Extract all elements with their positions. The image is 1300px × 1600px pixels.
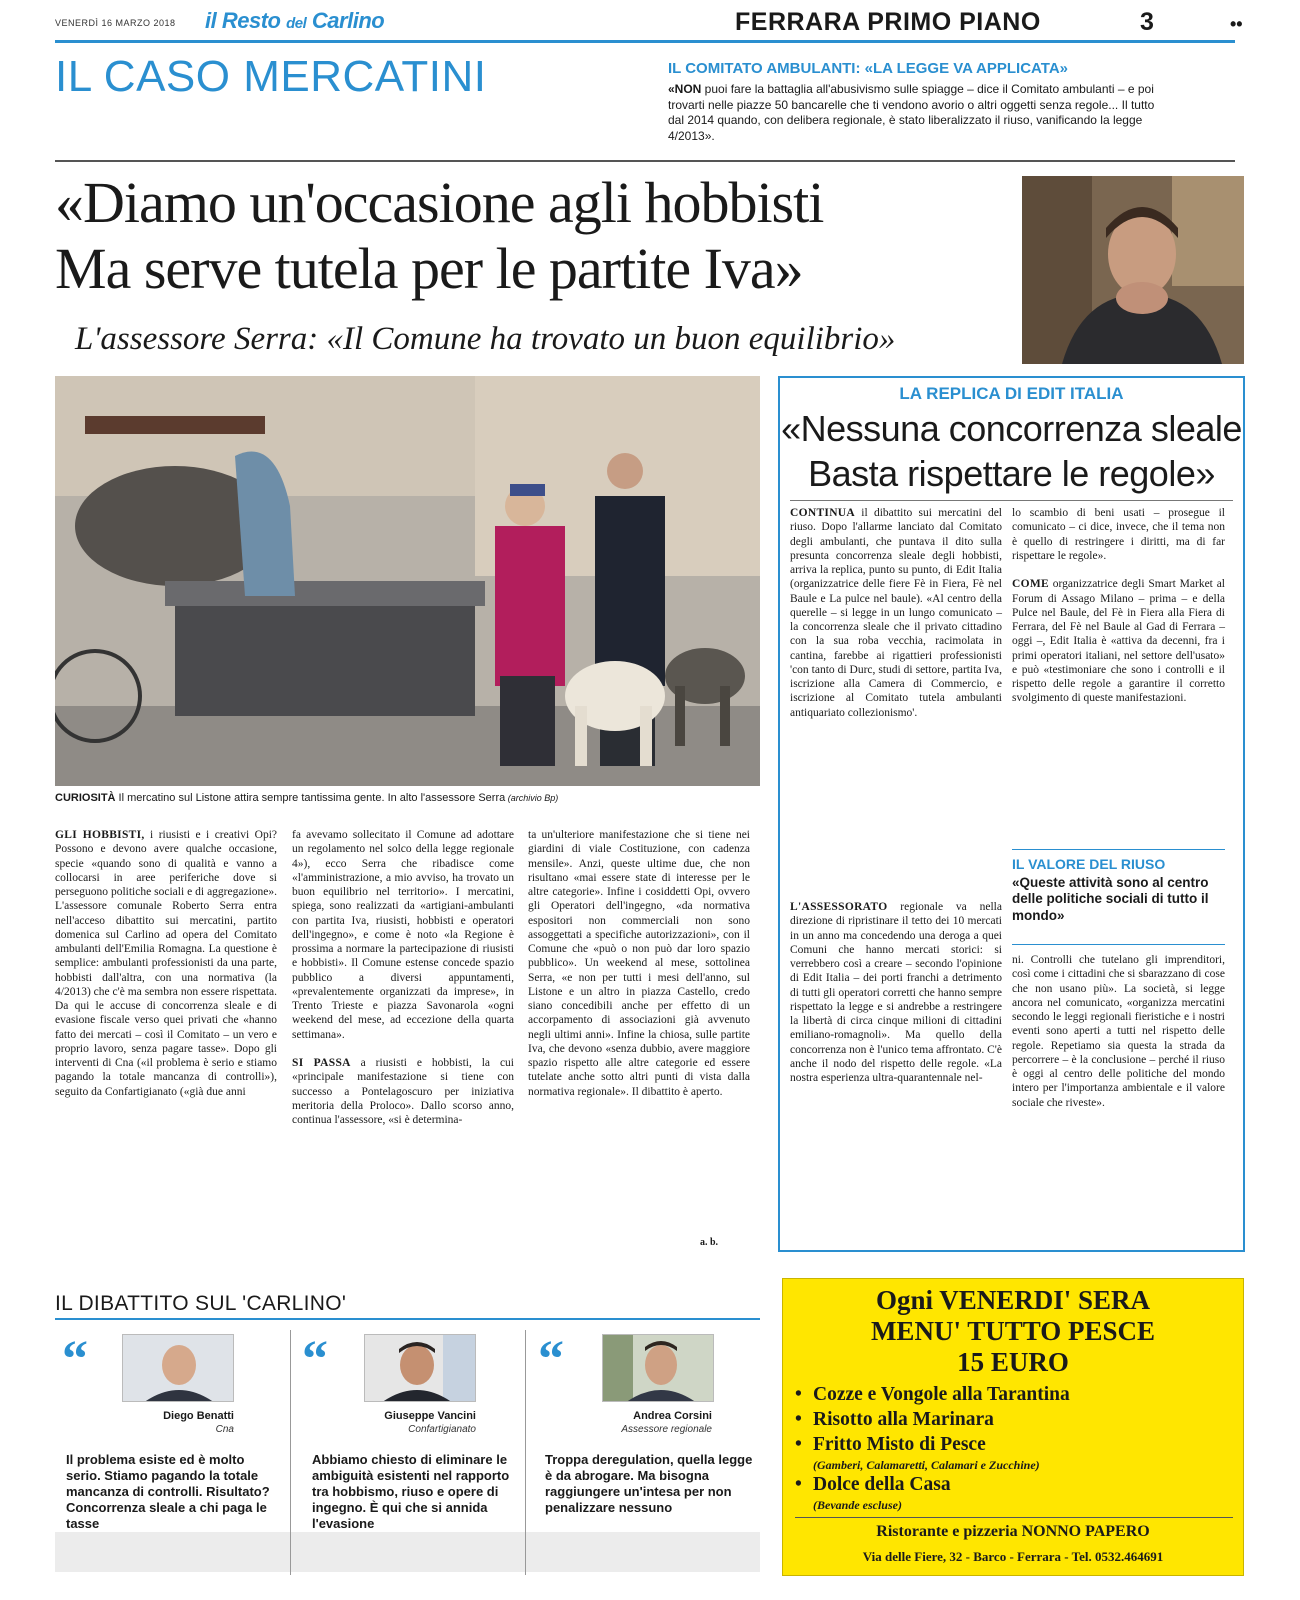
reply-heading: LA REPLICA DI EDIT ITALIA: [899, 384, 1124, 403]
person-quote: Troppa deregulation, quella legge è da abrogare. Ma bisogna raggiungere un'intesa per non penalizzare nessuno: [545, 1452, 753, 1516]
debate-separator: [290, 1330, 291, 1575]
menu-item-note: (Bevande escluse): [813, 1497, 902, 1512]
inset-quote: «Queste attività sono al centro delle politiche sociali di tutto il mondo»: [1012, 875, 1209, 923]
headline: [55, 170, 1005, 301]
bullet-icon: •: [795, 1473, 802, 1495]
reply-c2-lead: COME: [1012, 578, 1049, 591]
ad-restaurant-name: Ristorante e pizzeria NONNO PAPERO: [876, 1523, 1150, 1540]
sidebar-text: [668, 82, 1173, 144]
person-role: Assessore regionale: [621, 1424, 712, 1435]
caption-lead: CURIOSITÀ: [55, 792, 116, 804]
quote-mark-icon: “: [302, 1331, 328, 1388]
caption-text: Il mercatino sul Listone attira sempre tantissima gente. In alto l'assessore Serra: [115, 792, 506, 804]
menu-item: [795, 1383, 1235, 1408]
header-divider: [55, 160, 1235, 162]
section-title: FERRARA PRIMO PIANO: [735, 8, 1041, 36]
reply-title: [780, 406, 1243, 496]
reply-column-2c: ni. Controlli che tutelano gli imprenditori, così come i cittadini che si sbarazzano di cose che non usano più». La società, si legge ancora nel comunicato, «organizza mercatini secondo le leggi regionali fieristiche e i nostri eventi sono aperti a tutti nel rispetto delle regole. Repetiamo sia questa la strada da percorrere – è la conclusione – perché il riuso è oggi al centro delle politiche del mondo intero per l'importanza ambientale e il valore sociale che riveste».: [1012, 954, 1225, 1109]
menu-item-label: Dolce della Casa: [813, 1473, 951, 1495]
reply-column-1b: [790, 900, 1002, 1085]
market-photo: [55, 376, 760, 786]
menu-item: [795, 1408, 1235, 1433]
logo-small: del: [286, 15, 307, 32]
column-3-text: ta un'ulteriore manifestazione che si tiene nei giardini di viale Costituzione, con cadenza mensile». Anzi, queste ultime due, che non risultano «mai essere state di interesse per le altre categorie». Infine i cosiddetti Opi, ovvero gli Operatori dell'ingegno, «da normativa espositori non commerciali non sono assoggettati a specifiche autorizzazioni», con il Comune che «può o non può dar loro spazio pubblico». Un weekend al mese, sottolinea Serra, «e non per tutti i mesi dell'anno, sul Listone e un altro in piazza Castello, credo siano concedibili anche per effetto di un accorpamento di associazioni già avvenuto negli ultimi anni». Infine la chiosa, sulle partite Iva, che devono «senza dubbio, avere maggiore spazio rispetto alle altre categorie ed essere tutelate anche sotto altri punti di vista dalla normativa regionale». Il dibattito è aperto.: [528, 829, 750, 1098]
menu-item-label: Risotto alla Marinara: [813, 1408, 994, 1430]
bullet-icon: •: [795, 1433, 802, 1455]
masthead-rule: [55, 40, 1235, 43]
bullet-icon: •: [795, 1408, 802, 1430]
column-1-lead: GLI HOBBISTI,: [55, 829, 145, 841]
person-name: Diego Benatti: [163, 1410, 234, 1422]
menu-item: [795, 1473, 1235, 1513]
article-column-1: [55, 828, 277, 1099]
ad-address: Via delle Fiere, 32 - Barco - Ferrara - Tel. 0532.464691: [862, 1549, 1164, 1564]
reply-column-1: [790, 506, 1002, 720]
ad-title-line-1: Ogni VENERDI' SERA: [875, 1285, 1151, 1315]
debate-separator: [525, 1330, 526, 1575]
reply-c2-text: lo scambio di beni usati – prosegue il comunicato – ci dice, invece, che il tema non è quello di restringere i diritti, ma di far rispettare le regole».: [1012, 507, 1225, 562]
ad-title-line-3: 15 EURO: [957, 1347, 1069, 1378]
bullet-icon: •: [795, 1384, 802, 1405]
person-role: Cna: [215, 1424, 234, 1435]
sidebar-lead: «NON: [668, 82, 702, 96]
masthead: [55, 8, 1243, 38]
reply-title-line-1: «Nessuna concorrenza sleale: [781, 408, 1242, 449]
caption-credit: (archivio Bp): [505, 793, 559, 803]
menu-item: [795, 1433, 1235, 1473]
inset-rule-bottom: [1012, 944, 1225, 945]
reply-box: [778, 376, 1245, 1252]
avatar: [602, 1334, 714, 1402]
menu-item-label: Fritto Misto di Pesce: [813, 1433, 986, 1455]
person-name: Giuseppe Vancini: [384, 1410, 476, 1422]
debate-band: [55, 1532, 760, 1572]
article-column-2: [292, 828, 514, 1127]
reply-c1-lead: CONTINUA: [790, 507, 856, 519]
reply-c1b-text: regionale va nella direzione di ripristinare il tetto dei 10 mercati in un anno ma concedendo una deroga a quei Comuni che hanno mercati storici: si verrebbero così a creare – secondo l'opinione di Edit Italia – dei porti franchi a detrimento di tutti gli operatori corretti che hanno sempre rispettato la legge e si andrebbe a restringere la libertà di circa cinque milioni di cittadini emiliano-romagnoli». Ma quello della concorrenza non è l'unico tema affrontato. C'è anche il nodo del rispetto delle regole. «La nostra esperienza ultra-quarantennale nel-: [790, 901, 1002, 1084]
column-1-text: i riusisti e i creativi Opi? Possono e devono avere qualche occasione, specie «quando sono di qualità e vanno a collocarsi in aree periferiche dove si perseguono politiche sociali e di aggregazione». L'assessore comunale Roberto Serra entra nell'acceso dibattito sui mercatini, partito domenica sul Carlino ad opera del Comitato ambulanti dell'Emilia Romagna. La questione è semplice: ambulanti professionisti da una parte, hobbisti dall'altra, con una normativa (la 4/2013) che c'è ma sembra non essere rispettata. Da qui le accuse di concorrenza sleale e di evasione fiscale verso quei privati che «hanno fatto dei mercati – così il Comitato – un vero e proprio lavoro, senza pagare tasse». Dopo gli interventi di Cna («il problema è serio e stiamo pagando la totale mancanza di controlli»), seguito da Confartigianato («già due anni: [55, 829, 277, 1098]
logo-end: Carlino: [311, 8, 385, 33]
reply-title-line-2: Basta rispettare le regole»: [808, 453, 1215, 494]
headline-line-2: Ma serve tutela per le partite Iva»: [55, 235, 803, 301]
page-number: 3: [1140, 8, 1154, 36]
sidebar-heading: IL COMITATO AMBULANTI: «LA LEGGE VA APPLICATA»: [668, 60, 1068, 77]
menu-item-label: Cozze e Vongole alla Tarantina: [813, 1384, 1070, 1405]
person-role: Confartigianato: [408, 1424, 476, 1435]
topic-kicker: IL CASO MERCATINI: [55, 52, 487, 101]
photo-caption: [55, 792, 760, 804]
person-name: Andrea Corsini: [633, 1410, 712, 1422]
author-signature: a. b.: [700, 1237, 719, 1248]
person-quote: Abbiamo chiesto di eliminare le ambiguità esistenti nel rapporto tra hobbismo, riuso e opere di ingegno. È qui che si annida l'evasione: [312, 1452, 510, 1532]
column-2-text: fa avevamo sollecitato il Comune ad adottare un regolamento nel solco della legge regionale 4»), ecco Serra che ribadisce come «l'amministrazione, a mio avviso, ha trovato un buon equilibrio nel territorio». I mercatini, spiega, sono realizzati da «artigiani-ambulanti con partita Iva, riusisti, hobbisti e operatori dell'ingegno», e come è noto «la Regione è prossima a normare la partecipazione di riusisti e hobbisti». Il Comune estense concede spazio pubblico a diversi appuntamenti, «prevalentemente organizzati da imprese», in Trento Trieste e piazza Savonarola «ogni weekend del mese, ad eccezione della quarta settimana».: [292, 829, 514, 1041]
reply-divider: [790, 500, 1233, 501]
logo-main: il Resto: [205, 8, 281, 33]
newspaper-logo: [205, 8, 384, 34]
avatar: [122, 1334, 234, 1402]
reply-c2b-text: organizzatrice degli Smart Market al Forum di Assago Milano – prima – e della Pulce nel Baule, del Fè in Fiera alla Fiera di Ferrara, del Fè nel Baule al Gad di Ferrara – oggi –, Edit Italia è «attiva da decenni, fra i primi operatori italiani, nel settore dell'usato» e può «testimoniare che sono i controlli e il rispetto delle regole a garantire il corretto svolgimento di queste manifestazioni.: [1012, 578, 1225, 705]
avatar: [364, 1334, 476, 1402]
quote-mark-icon: “: [62, 1331, 88, 1388]
reply-c1-text: il dibattito sui mercatini del riuso. Dopo l'allarme lanciato dal Comitato degli ambulanti, che puntava il dito sulla presunta concorrenza sleale degli hobbisti, arriva la replica, punto su punto, di Edit Italia (organizzatrice delle fiere Fè in Fiera, Fè nel Baule e La pulce nel baule). «Al centro della querelle – si legge in un lungo comunicato – la concorrenza sleale che il privato cittadino con la sua roba vecchia, racimolata in cantina, farebbe ai rigattieri professionisti 'con tanto di Durc, studi di settore, partita Iva, iscrizione alla Camera di Commercio, e iscrizione al Comitato tutela ambulanti antiquariato collezionismo'.: [790, 507, 1002, 719]
ad-divider: [795, 1517, 1233, 1518]
menu-item-note: (Gamberi, Calamaretti, Calamari e Zucchine): [813, 1457, 1040, 1472]
inset-heading: IL VALORE DEL RIUSO: [1012, 856, 1166, 872]
portrait-photo: [1022, 176, 1244, 364]
restaurant-ad: [782, 1278, 1244, 1576]
person-quote: Il problema esiste ed è molto serio. Stiamo pagando la totale mancanza di controlli. Risultato? Concorrenza sleale a chi paga le tasse: [66, 1452, 270, 1532]
ad-title-line-2: MENU' TUTTO PESCE: [870, 1316, 1156, 1347]
sidebar-body: puoi fare la battaglia all'abusivismo sulle spiagge – dice il Comitato ambulanti – e poi trovarti nelle piazze 50 bancarelle che ti vendono avorio o altri oggetti senza regole... Il tutto dal 2014 quando, con delibera regionale, è stato liberalizzato il riuso, vanificando la legge 4/2013».: [668, 82, 1155, 143]
ad-menu-list: [795, 1383, 1235, 1513]
quote-mark-icon: “: [538, 1331, 564, 1388]
issue-date: VENERDÌ 16 MARZO 2018: [55, 18, 176, 28]
column-2-text-b: a riusisti e hobbisti, la cui «principale manifestazione si tiene con successo a Pontelagoscuro per iniziativa meritoria della Proloco». Dallo scorso anno, continua l'assessore, «si è determina-: [292, 1057, 514, 1126]
inset-rule-top: [1012, 849, 1225, 850]
debate-rule: [55, 1318, 760, 1320]
article-column-3: [528, 828, 750, 1099]
reply-column-2: [1012, 506, 1225, 706]
page-marker: ••: [1230, 14, 1243, 34]
headline-line-1: «Diamo un'occasione agli hobbisti: [55, 170, 824, 235]
ad-title: [783, 1285, 1243, 1378]
subheadline: L'assessore Serra: «Il Comune ha trovato un buon equilibrio»: [75, 321, 896, 357]
reply-c1b-lead: L'ASSESSORATO: [790, 901, 888, 913]
column-2-lead: SI PASSA: [292, 1057, 351, 1069]
debate-heading: IL DIBATTITO SUL 'CARLINO': [55, 1292, 347, 1315]
